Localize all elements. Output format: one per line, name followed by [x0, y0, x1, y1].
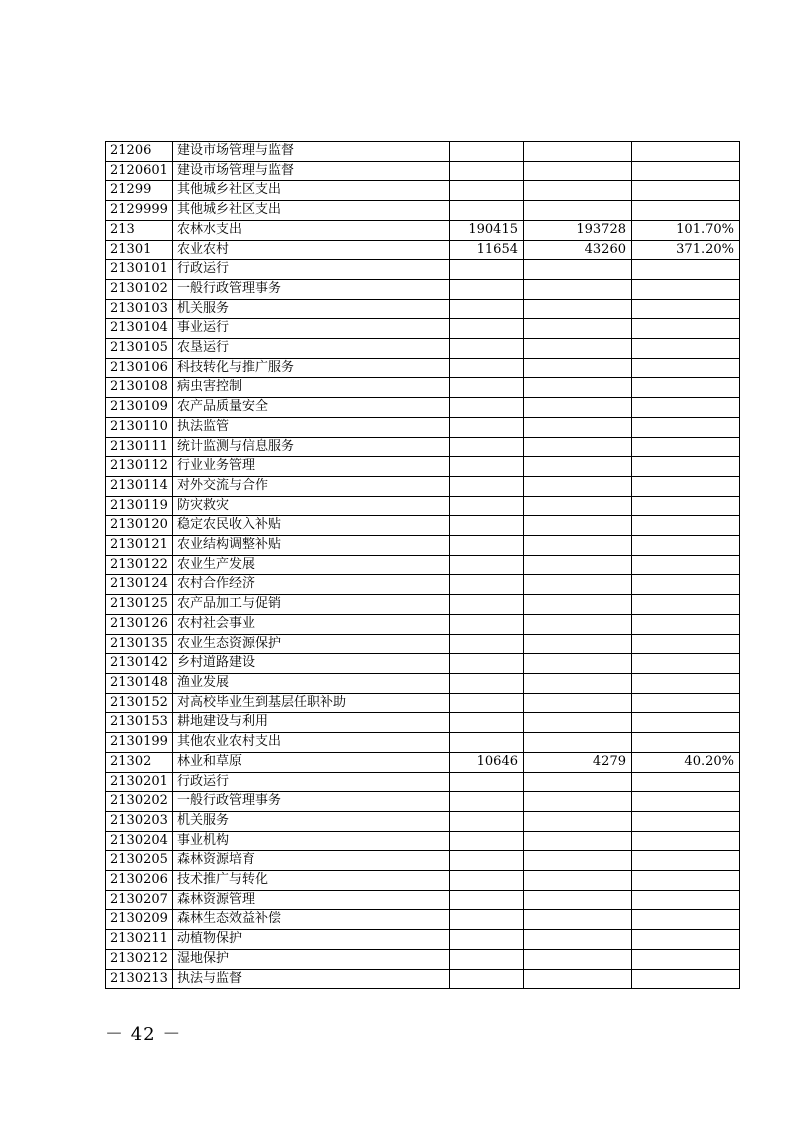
row-code-cell: 2130108 [106, 378, 173, 398]
table-row [106, 811, 740, 831]
row-value-cell [524, 851, 632, 871]
row-percent-cell [632, 575, 740, 595]
row-name-cell: 农业结构调整补贴 [173, 536, 450, 556]
row-value-cell [524, 772, 632, 792]
row-code-cell: 2130120 [106, 516, 173, 536]
row-code-cell: 2130209 [106, 910, 173, 930]
table-row [106, 496, 740, 516]
row-code-cell: 2130125 [106, 595, 173, 615]
row-percent-cell [632, 693, 740, 713]
row-value-cell [450, 181, 524, 201]
row-percent-cell [632, 181, 740, 201]
row-value-cell [450, 339, 524, 359]
row-code-cell: 2130213 [106, 969, 173, 989]
row-name-cell: 农村合作经济 [173, 575, 450, 595]
row-percent-cell: 101.70% [632, 220, 740, 240]
row-name-cell: 对外交流与合作 [173, 476, 450, 496]
row-code-cell: 2130109 [106, 398, 173, 418]
row-code-cell: 2130203 [106, 811, 173, 831]
row-name-cell: 统计监测与信息服务 [173, 437, 450, 457]
table-row [106, 201, 740, 221]
table-row [106, 220, 740, 240]
row-name-cell: 行政运行 [173, 260, 450, 280]
row-percent-cell [632, 142, 740, 162]
table-row [106, 417, 740, 437]
row-value-cell [450, 476, 524, 496]
row-code-cell: 2130101 [106, 260, 173, 280]
row-value-cell [524, 811, 632, 831]
table-row [106, 890, 740, 910]
table-row [106, 595, 740, 615]
row-code-cell: 2130126 [106, 614, 173, 634]
row-name-cell: 技术推广与转化 [173, 871, 450, 891]
row-name-cell: 农业生态资源保护 [173, 634, 450, 654]
row-value-cell [450, 713, 524, 733]
row-name-cell: 森林资源培育 [173, 851, 450, 871]
row-code-cell: 2130142 [106, 654, 173, 674]
table-row [106, 792, 740, 812]
row-value-cell [524, 536, 632, 556]
row-value-cell [524, 733, 632, 753]
row-name-cell: 森林生态效益补偿 [173, 910, 450, 930]
table-row [106, 733, 740, 753]
budget-table [105, 141, 740, 989]
table-row [106, 437, 740, 457]
row-value-cell [524, 358, 632, 378]
row-percent-cell [632, 378, 740, 398]
row-value-cell [524, 496, 632, 516]
row-percent-cell [632, 792, 740, 812]
row-code-cell: 21301 [106, 240, 173, 260]
row-code-cell: 21206 [106, 142, 173, 162]
row-percent-cell [632, 673, 740, 693]
row-value-cell [524, 693, 632, 713]
row-code-cell: 2130104 [106, 319, 173, 339]
row-code-cell: 2130114 [106, 476, 173, 496]
table-row [106, 851, 740, 871]
table-row [106, 614, 740, 634]
row-value-cell [524, 654, 632, 674]
row-value-cell [524, 930, 632, 950]
row-percent-cell [632, 299, 740, 319]
table-row [106, 260, 740, 280]
table-row [106, 142, 740, 162]
row-code-cell: 2130119 [106, 496, 173, 516]
row-value-cell [524, 555, 632, 575]
row-value-cell [450, 595, 524, 615]
row-name-cell: 其他农业农村支出 [173, 733, 450, 753]
row-code-cell: 2130201 [106, 772, 173, 792]
row-name-cell: 行政运行 [173, 772, 450, 792]
row-code-cell: 2130103 [106, 299, 173, 319]
row-code-cell: 2130121 [106, 536, 173, 556]
row-code-cell: 2130105 [106, 339, 173, 359]
row-name-cell: 科技转化与推广服务 [173, 358, 450, 378]
row-name-cell: 动植物保护 [173, 930, 450, 950]
row-value-cell [524, 713, 632, 733]
row-value-cell: 43260 [524, 240, 632, 260]
row-name-cell: 森林资源管理 [173, 890, 450, 910]
row-percent-cell [632, 536, 740, 556]
row-percent-cell [632, 871, 740, 891]
row-name-cell: 林业和草原 [173, 752, 450, 772]
table-row [106, 654, 740, 674]
row-code-cell: 2129999 [106, 201, 173, 221]
row-value-cell [450, 260, 524, 280]
table-row [106, 555, 740, 575]
row-percent-cell [632, 339, 740, 359]
row-name-cell: 执法与监督 [173, 969, 450, 989]
row-value-cell [450, 496, 524, 516]
row-percent-cell [632, 398, 740, 418]
row-code-cell: 2130206 [106, 871, 173, 891]
row-name-cell: 行业业务管理 [173, 457, 450, 477]
row-value-cell [450, 890, 524, 910]
row-name-cell: 防灾救灾 [173, 496, 450, 516]
table-row [106, 339, 740, 359]
row-value-cell [450, 949, 524, 969]
table-row [106, 969, 740, 989]
row-name-cell: 湿地保护 [173, 949, 450, 969]
row-percent-cell [632, 634, 740, 654]
row-code-cell: 2130112 [106, 457, 173, 477]
row-value-cell [450, 930, 524, 950]
row-name-cell: 农业生产发展 [173, 555, 450, 575]
row-name-cell: 农产品加工与促销 [173, 595, 450, 615]
row-value-cell [524, 378, 632, 398]
row-value-cell [450, 733, 524, 753]
row-value-cell [524, 673, 632, 693]
row-percent-cell [632, 831, 740, 851]
row-name-cell: 农产品质量安全 [173, 398, 450, 418]
row-value-cell [450, 417, 524, 437]
table-row [106, 752, 740, 772]
row-percent-cell [632, 811, 740, 831]
row-percent-cell [632, 969, 740, 989]
row-code-cell: 2130124 [106, 575, 173, 595]
row-value-cell [450, 398, 524, 418]
table-row [106, 575, 740, 595]
row-code-cell: 2130204 [106, 831, 173, 851]
row-code-cell: 21302 [106, 752, 173, 772]
row-value-cell [524, 417, 632, 437]
row-value-cell [524, 910, 632, 930]
table-row [106, 181, 740, 201]
row-value-cell [524, 457, 632, 477]
table-row [106, 161, 740, 181]
row-name-cell: 对高校毕业生到基层任职补助 [173, 693, 450, 713]
row-value-cell [524, 181, 632, 201]
row-value-cell [524, 969, 632, 989]
row-code-cell: 2130111 [106, 437, 173, 457]
row-value-cell [524, 949, 632, 969]
row-percent-cell [632, 319, 740, 339]
row-code-cell: 2130211 [106, 930, 173, 950]
row-value-cell [524, 476, 632, 496]
row-value-cell [524, 575, 632, 595]
row-value-cell [450, 831, 524, 851]
row-percent-cell [632, 910, 740, 930]
row-name-cell: 农林水支出 [173, 220, 450, 240]
row-value-cell [450, 614, 524, 634]
table-row [106, 358, 740, 378]
row-code-cell: 2130153 [106, 713, 173, 733]
row-value-cell [524, 260, 632, 280]
row-value-cell [524, 299, 632, 319]
row-value-cell [450, 299, 524, 319]
row-code-cell: 2130110 [106, 417, 173, 437]
table-row [106, 673, 740, 693]
row-value-cell [524, 161, 632, 181]
row-value-cell [450, 792, 524, 812]
page-number: － 42 － [105, 1024, 182, 1045]
row-value-cell [450, 673, 524, 693]
row-value-cell [450, 142, 524, 162]
table-row [106, 949, 740, 969]
row-name-cell: 事业运行 [173, 319, 450, 339]
table-row [106, 536, 740, 556]
row-name-cell: 其他城乡社区支出 [173, 201, 450, 221]
row-code-cell: 2130212 [106, 949, 173, 969]
table-row [106, 634, 740, 654]
row-value-cell [450, 201, 524, 221]
row-value-cell: 193728 [524, 220, 632, 240]
row-value-cell [524, 279, 632, 299]
row-code-cell: 2130148 [106, 673, 173, 693]
table-row [106, 713, 740, 733]
row-value-cell [450, 575, 524, 595]
row-value-cell [524, 614, 632, 634]
row-value-cell [450, 378, 524, 398]
row-value-cell [450, 516, 524, 536]
table-row [106, 299, 740, 319]
row-name-cell: 执法监管 [173, 417, 450, 437]
row-name-cell: 病虫害控制 [173, 378, 450, 398]
row-value-cell [450, 772, 524, 792]
table-row [106, 279, 740, 299]
table-row [106, 772, 740, 792]
row-value-cell: 4279 [524, 752, 632, 772]
row-name-cell: 一般行政管理事务 [173, 792, 450, 812]
row-name-cell: 渔业发展 [173, 673, 450, 693]
row-percent-cell [632, 595, 740, 615]
row-name-cell: 机关服务 [173, 811, 450, 831]
row-code-cell: 2130102 [106, 279, 173, 299]
row-percent-cell [632, 890, 740, 910]
row-percent-cell [632, 654, 740, 674]
row-percent-cell [632, 417, 740, 437]
row-value-cell [524, 201, 632, 221]
row-value-cell: 10646 [450, 752, 524, 772]
row-code-cell: 2130106 [106, 358, 173, 378]
row-value-cell [524, 319, 632, 339]
table-row [106, 398, 740, 418]
row-value-cell [524, 595, 632, 615]
table-row [106, 516, 740, 536]
row-percent-cell [632, 496, 740, 516]
row-percent-cell [632, 614, 740, 634]
table-row [106, 240, 740, 260]
row-code-cell: 2130202 [106, 792, 173, 812]
row-value-cell [450, 437, 524, 457]
row-value-cell [450, 358, 524, 378]
table-row [106, 871, 740, 891]
row-name-cell: 乡村道路建设 [173, 654, 450, 674]
row-percent-cell [632, 713, 740, 733]
row-value-cell [450, 969, 524, 989]
row-percent-cell [632, 437, 740, 457]
row-percent-cell [632, 457, 740, 477]
row-percent-cell [632, 358, 740, 378]
row-percent-cell [632, 161, 740, 181]
row-value-cell [524, 339, 632, 359]
row-value-cell [524, 634, 632, 654]
row-name-cell: 建设市场管理与监督 [173, 142, 450, 162]
row-name-cell: 事业机构 [173, 831, 450, 851]
row-percent-cell [632, 733, 740, 753]
row-value-cell [450, 161, 524, 181]
row-code-cell: 2130199 [106, 733, 173, 753]
row-name-cell: 耕地建设与利用 [173, 713, 450, 733]
row-percent-cell [632, 516, 740, 536]
row-code-cell: 2130135 [106, 634, 173, 654]
row-name-cell: 建设市场管理与监督 [173, 161, 450, 181]
row-name-cell: 稳定农民收入补贴 [173, 516, 450, 536]
row-percent-cell [632, 851, 740, 871]
row-code-cell: 213 [106, 220, 173, 240]
row-value-cell: 190415 [450, 220, 524, 240]
row-name-cell: 机关服务 [173, 299, 450, 319]
row-name-cell: 农业农村 [173, 240, 450, 260]
row-code-cell: 2130152 [106, 693, 173, 713]
row-percent-cell [632, 930, 740, 950]
row-name-cell: 农垦运行 [173, 339, 450, 359]
row-code-cell: 2130122 [106, 555, 173, 575]
row-value-cell [450, 457, 524, 477]
table-row [106, 930, 740, 950]
row-percent-cell [632, 772, 740, 792]
row-percent-cell: 40.20% [632, 752, 740, 772]
budget-table-body [106, 142, 740, 989]
row-value-cell [524, 871, 632, 891]
table-row [106, 457, 740, 477]
row-name-cell: 农村社会事业 [173, 614, 450, 634]
row-value-cell [450, 811, 524, 831]
row-value-cell [450, 634, 524, 654]
row-code-cell: 21299 [106, 181, 173, 201]
row-value-cell [524, 890, 632, 910]
row-percent-cell [632, 201, 740, 221]
row-value-cell [524, 437, 632, 457]
table-row [106, 378, 740, 398]
row-value-cell [450, 654, 524, 674]
row-code-cell: 2120601 [106, 161, 173, 181]
row-value-cell [524, 142, 632, 162]
row-value-cell [524, 792, 632, 812]
row-value-cell [450, 279, 524, 299]
row-code-cell: 2130207 [106, 890, 173, 910]
row-value-cell [450, 693, 524, 713]
row-value-cell [450, 555, 524, 575]
row-value-cell [524, 831, 632, 851]
table-row [106, 910, 740, 930]
row-value-cell [524, 398, 632, 418]
row-percent-cell [632, 260, 740, 280]
row-name-cell: 其他城乡社区支出 [173, 181, 450, 201]
row-percent-cell: 371.20% [632, 240, 740, 260]
table-row [106, 476, 740, 496]
row-code-cell: 2130205 [106, 851, 173, 871]
row-value-cell [450, 319, 524, 339]
row-percent-cell [632, 476, 740, 496]
row-value-cell [450, 851, 524, 871]
row-value-cell [524, 516, 632, 536]
row-value-cell: 11654 [450, 240, 524, 260]
row-percent-cell [632, 555, 740, 575]
row-name-cell: 一般行政管理事务 [173, 279, 450, 299]
row-value-cell [450, 910, 524, 930]
table-row [106, 319, 740, 339]
row-percent-cell [632, 949, 740, 969]
row-value-cell [450, 536, 524, 556]
table-row [106, 693, 740, 713]
row-percent-cell [632, 279, 740, 299]
row-value-cell [450, 871, 524, 891]
table-row [106, 831, 740, 851]
